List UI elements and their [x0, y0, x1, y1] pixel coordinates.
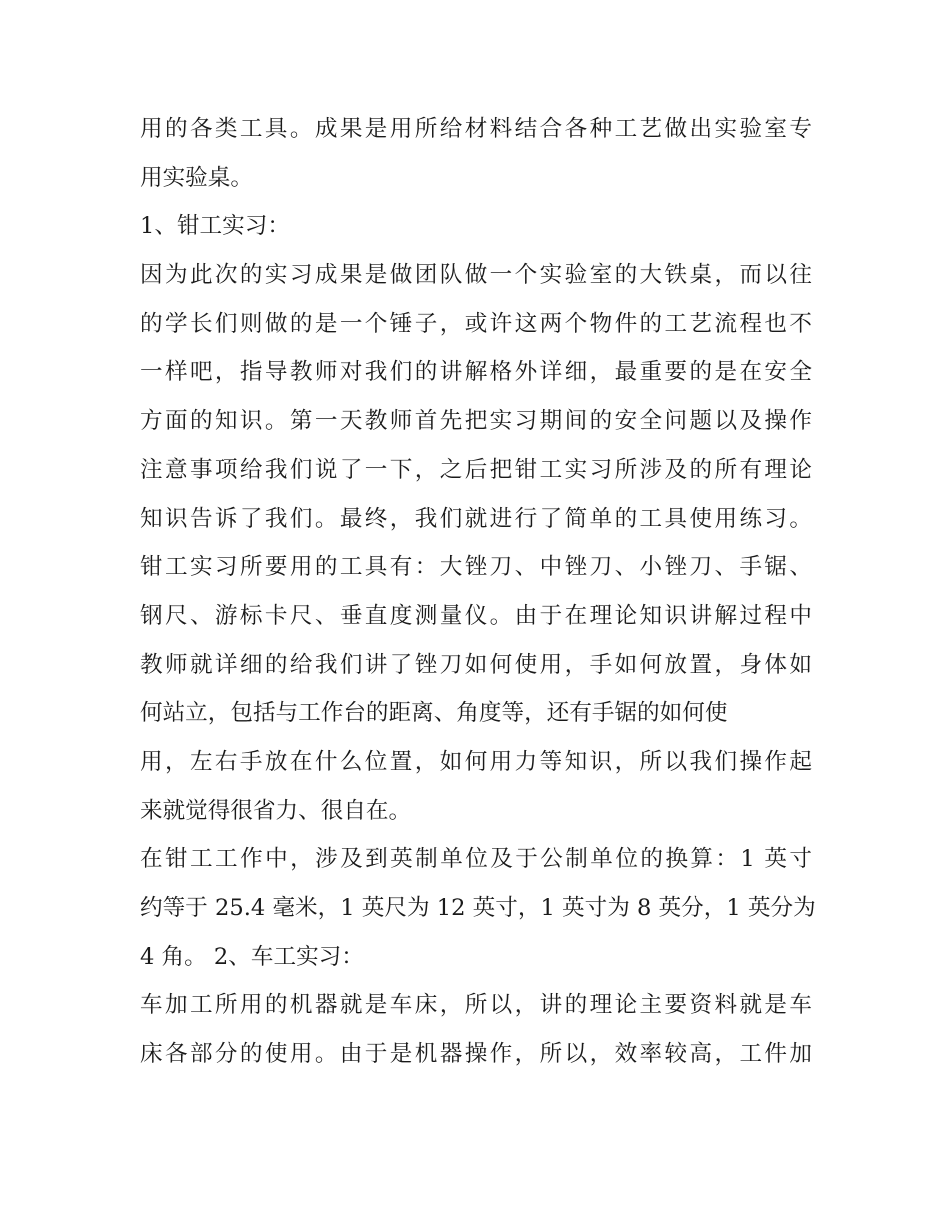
text-line: 用实验桌。 [140, 164, 253, 191]
text-line: 床各部分的使用。由于是机器操作，所以，效率较高，工件加 [140, 1041, 812, 1068]
text-line: 用的各类工具。成果是用所给材料结合各种工艺做出实验室专 [140, 116, 812, 142]
text-line: 钢尺、游标卡尺、垂直度测量仪。由于在理论知识讲解过程中 [140, 602, 812, 629]
text-line: 来就觉得很省力、很自在。 [140, 797, 412, 824]
text-line: 注意事项给我们说了一下，之后把钳工实习所涉及的所有理论 [140, 456, 812, 483]
text-line: 约等于 25.4 毫米，1 英尺为 12 英寸，1 英寸为 8 英分，1 英分为 [140, 895, 816, 921]
text-line: 用，左右手放在什么位置，如何用力等知识，所以我们操作起 [140, 748, 812, 775]
text-line: 的学长们则做的是一个锤子，或许这两个物件的工艺流程也不 [140, 310, 812, 337]
text-line: 知识告诉了我们。最终，我们就进行了简单的工具使用练习。 [140, 505, 812, 532]
text-line: 车加工所用的机器就是车床，所以，讲的理论主要资料就是车 [140, 992, 812, 1019]
text-line: 钳工实习所要用的工具有：大锉刀、中锉刀、小锉刀、手锯、 [140, 554, 812, 581]
section-heading: 4 角。 2、车工实习： [140, 943, 364, 970]
document-body [140, 105, 816, 1079]
text-line: 因为此次的实习成果是做团队做一个实验室的大铁桌，而以往 [140, 262, 812, 289]
text-line: 教师就详细的给我们讲了锉刀如何使用，手如何放置，身体如 [140, 651, 812, 678]
section-heading: 1、钳工实习： [140, 213, 290, 240]
text-line: 何站立，包括与工作台的距离、角度等，还有手锯的如何使 [140, 700, 728, 727]
text-line: 在钳工工作中，涉及到英制单位及于公制单位的换算：1 英寸 [140, 846, 812, 873]
text-line: 方面的知识。第一天教师首先把实习期间的安全问题以及操作 [140, 408, 812, 435]
text-line: 一样吧，指导教师对我们的讲解格外详细，最重要的是在安全 [140, 359, 812, 386]
